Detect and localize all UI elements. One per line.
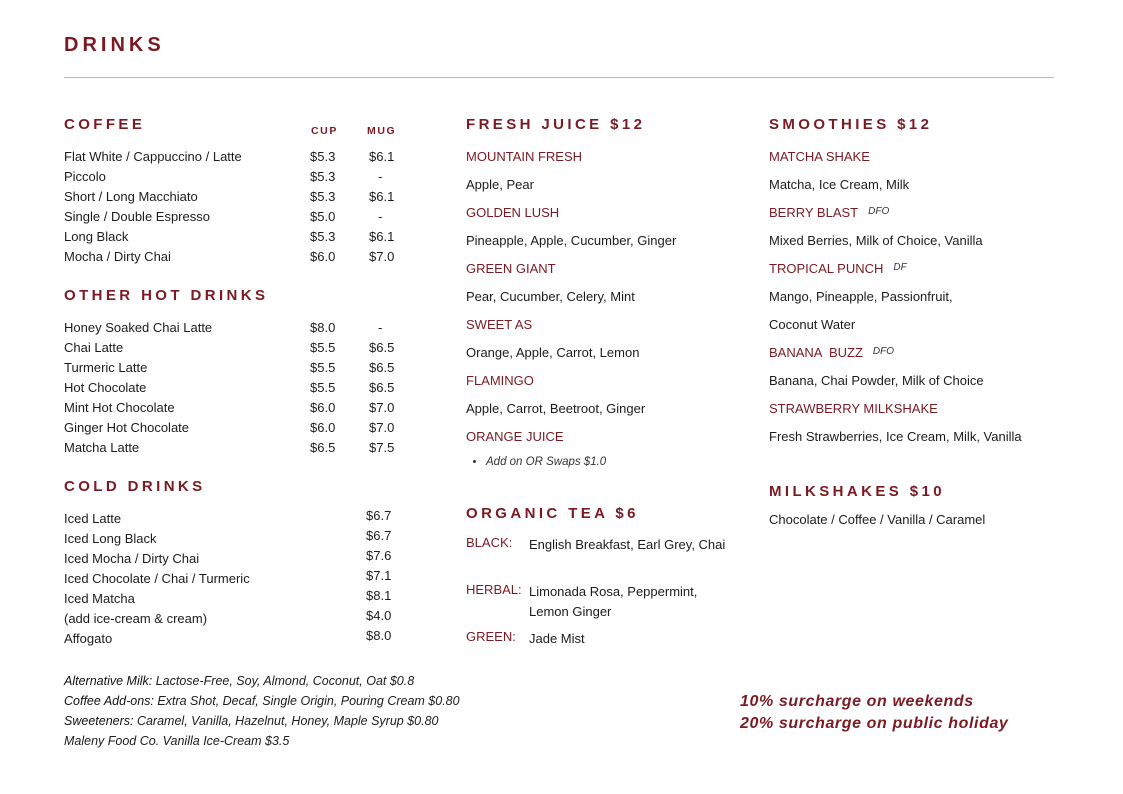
holiday-surcharge: 20% surcharge on public holiday	[740, 715, 1009, 732]
price: $4.0	[366, 608, 392, 623]
page-title: DRINKS	[64, 34, 165, 56]
hot-drink-row	[64, 438, 424, 458]
cup-price: $6.5	[310, 440, 336, 455]
item-name: Ginger Hot Chocolate	[64, 420, 190, 435]
item-name: Long Black	[64, 229, 129, 244]
note-text: Caramel, Vanilla, Hazelnut, Honey, Maple Syrup $0.80	[133, 714, 439, 728]
note-text: Lactose-Free, Soy, Almond, Coconut, Oat $0.8	[152, 674, 415, 688]
mug-price: -	[378, 320, 383, 335]
juice-ingredients: Pear, Cucumber, Celery, Mint	[466, 289, 635, 304]
item-name: Chai Latte	[64, 340, 124, 355]
hot-drink-row	[64, 358, 424, 378]
hot-drink-row	[64, 418, 424, 438]
item-name: (add ice-cream & cream)	[64, 611, 208, 626]
tea-varieties: Jade Mist	[529, 631, 585, 646]
surcharge-notice	[740, 691, 1008, 735]
cup-price: $6.0	[310, 249, 336, 264]
tea-list	[466, 535, 736, 655]
coffee-row	[64, 207, 424, 227]
price: $8.0	[366, 628, 392, 643]
cup-price: $6.0	[310, 420, 336, 435]
item-name: Mint Hot Chocolate	[64, 400, 175, 415]
mug-price: $7.0	[369, 420, 395, 435]
cup-price: $5.5	[310, 380, 336, 395]
tea-label: BLACK:	[466, 535, 513, 550]
item-name: Iced Matcha	[64, 591, 135, 606]
smoothie-ingredients: Matcha, Ice Cream, Milk	[769, 177, 910, 192]
price: $7.6	[366, 548, 392, 563]
note-line	[64, 671, 460, 691]
smoothie-name: TROPICAL PUNCH	[769, 261, 884, 276]
mug-price: $7.5	[369, 440, 395, 455]
smoothie-title	[769, 345, 894, 360]
smoothies-heading: SMOOTHIES $12	[769, 116, 933, 133]
cup-price: $5.5	[310, 340, 336, 355]
mug-price: $6.5	[369, 360, 395, 375]
mug-price: -	[378, 209, 383, 224]
note-label: Coffee Add-ons:	[64, 694, 154, 708]
tea-varieties: English Breakfast, Earl Grey, Chai	[529, 537, 726, 552]
item-name: Hot Chocolate	[64, 380, 147, 395]
juice-title: ORANGE JUICE	[466, 429, 564, 444]
dietary-tag: DFO	[872, 346, 895, 357]
mug-price: $7.0	[369, 400, 395, 415]
note-label: Alternative Milk:	[64, 674, 153, 688]
mug-price: -	[378, 169, 383, 184]
addon-note: • Add on OR Swaps $1.0	[486, 456, 606, 468]
item-name: Turmeric Latte	[64, 360, 148, 375]
smoothie-ingredients: Mango, Pineapple, Passionfruit,	[769, 289, 953, 304]
juice-ingredients: Apple, Carrot, Beetroot, Ginger	[466, 401, 646, 416]
tea-label: HERBAL:	[466, 582, 522, 597]
smoothie-ingredients: Mixed Berries, Milk of Choice, Vanilla	[769, 233, 983, 248]
mug-price: $6.1	[369, 149, 395, 164]
coffee-row	[64, 247, 424, 267]
addon-list	[466, 456, 606, 468]
extras-notes	[64, 671, 460, 751]
price: $6.7	[366, 508, 392, 523]
juice-title: GOLDEN LUSH	[466, 205, 560, 220]
cup-price: $5.5	[310, 360, 336, 375]
coffee-heading: COFFEE	[64, 116, 146, 133]
fresh-juice-heading: FRESH JUICE $12	[466, 116, 646, 133]
item-name: Honey Soaked Chai Latte	[64, 320, 213, 335]
note-line	[64, 731, 460, 751]
item-name: Piccolo	[64, 169, 106, 184]
milkshakes-heading: MILKSHAKES $10	[769, 483, 945, 500]
mug-price: $6.1	[369, 189, 395, 204]
note-text: Extra Shot, Decaf, Single Origin, Pouring Cream $0.80	[153, 694, 460, 708]
smoothie-title	[769, 205, 889, 220]
coffee-row	[64, 187, 424, 207]
cup-price: $5.0	[310, 209, 336, 224]
smoothie-name: MATCHA SHAKE	[769, 149, 870, 164]
hot-drink-row	[64, 378, 424, 398]
smoothie-ingredients-continued: Coconut Water	[769, 317, 856, 332]
coffee-row	[64, 147, 424, 167]
item-name: Short / Long Macchiato	[64, 189, 198, 204]
price: $6.7	[366, 528, 392, 543]
smoothie-name: BANANA BUZZ	[769, 345, 863, 360]
item-name: Iced Mocha / Dirty Chai	[64, 551, 200, 566]
coffee-row	[64, 227, 424, 247]
hot-drink-row	[64, 318, 424, 338]
cup-price: $5.3	[310, 169, 336, 184]
smoothie-ingredients: Fresh Strawberries, Ice Cream, Milk, Vanilla	[769, 429, 1022, 444]
juice-title: SWEET AS	[466, 317, 533, 332]
organic-tea-heading: ORGANIC TEA $6	[466, 505, 639, 522]
juice-title: FLAMINGO	[466, 373, 534, 388]
smoothie-ingredients: Banana, Chai Powder, Milk of Choice	[769, 373, 984, 388]
item-name: Mocha / Dirty Chai	[64, 249, 171, 264]
cup-price: $5.3	[310, 149, 336, 164]
mug-price: $7.0	[369, 249, 395, 264]
cold-drink-row	[64, 629, 424, 649]
dietary-tag: DF	[893, 262, 907, 273]
smoothie-title	[769, 261, 907, 276]
weekend-surcharge: 10% surcharge on weekends	[740, 693, 974, 710]
smoothie-title	[769, 149, 870, 164]
juice-title: GREEN GIANT	[466, 261, 556, 276]
item-name: Single / Double Espresso	[64, 209, 210, 224]
cold-drinks-heading: COLD DRINKS	[64, 478, 206, 495]
note-label: Sweeteners:	[64, 714, 134, 728]
other-hot-drinks-heading: OTHER HOT DRINKS	[64, 287, 269, 304]
smoothie-title	[769, 401, 938, 416]
smoothie-name: BERRY BLAST	[769, 205, 859, 220]
mug-price: $6.5	[369, 380, 395, 395]
item-name: Iced Long Black	[64, 531, 157, 546]
item-name: Iced Latte	[64, 511, 122, 526]
cup-column-label: CUP	[311, 125, 338, 137]
item-name: Iced Chocolate / Chai / Turmeric	[64, 571, 250, 586]
note-text: Maleny Food Co. Vanilla Ice-Cream $3.5	[64, 734, 290, 748]
price: $8.1	[366, 588, 392, 603]
juice-ingredients: Orange, Apple, Carrot, Lemon	[466, 345, 640, 360]
item-name: Matcha Latte	[64, 440, 140, 455]
tea-varieties: Limonada Rosa, Peppermint, Lemon Ginger	[529, 584, 698, 619]
title-divider	[64, 77, 1054, 78]
price: $7.1	[366, 568, 392, 583]
juice-title: MOUNTAIN FRESH	[466, 149, 583, 164]
coffee-row	[64, 167, 424, 187]
note-line	[64, 711, 460, 731]
milkshake-flavours: Chocolate / Coffee / Vanilla / Caramel	[769, 512, 986, 527]
mug-column-label: MUG	[367, 125, 397, 137]
tea-label: GREEN:	[466, 629, 516, 644]
dietary-tag: DFO	[868, 206, 890, 217]
smoothie-name: STRAWBERRY MILKSHAKE	[769, 401, 938, 416]
juice-ingredients: Pineapple, Apple, Cucumber, Ginger	[466, 233, 677, 248]
hot-drink-row	[64, 398, 424, 418]
cup-price: $8.0	[310, 320, 336, 335]
hot-drink-row	[64, 338, 424, 358]
note-line	[64, 691, 460, 711]
juice-ingredients: Apple, Pear	[466, 177, 534, 192]
cup-price: $6.0	[310, 400, 336, 415]
item-name: Flat White / Cappuccino / Latte	[64, 149, 242, 164]
item-name: Affogato	[64, 631, 113, 646]
cup-price: $5.3	[310, 229, 336, 244]
cup-price: $5.3	[310, 189, 336, 204]
mug-price: $6.5	[369, 340, 395, 355]
mug-price: $6.1	[369, 229, 395, 244]
